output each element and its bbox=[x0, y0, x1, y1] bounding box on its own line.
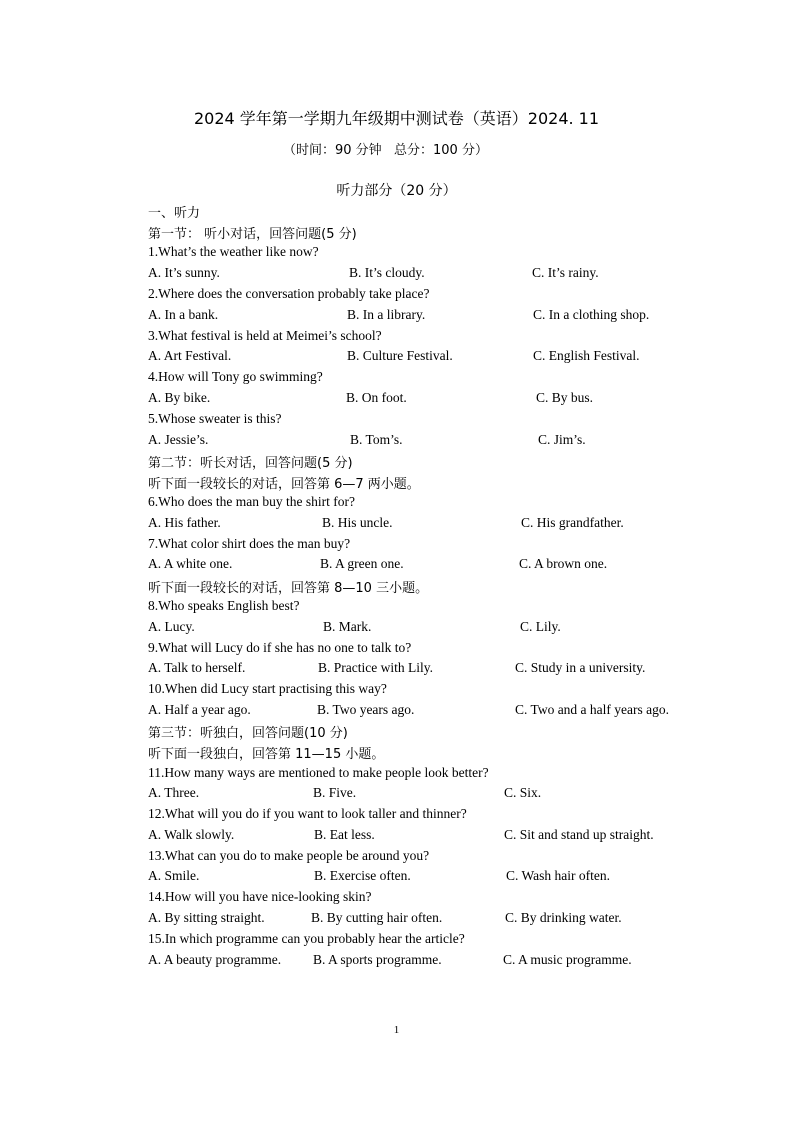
option-c: C. Wash hair often. bbox=[506, 868, 611, 883]
option-a: A. Half a year ago. bbox=[148, 702, 251, 717]
option-a: A. It’s sunny. bbox=[148, 265, 220, 280]
section-2-heading: 第二节：听长对话，回答问题(5 分) bbox=[148, 456, 353, 471]
question: 8.Who speaks English best? bbox=[148, 598, 300, 613]
page-number: 1 bbox=[393, 1024, 400, 1036]
question: 1.What’s the weather like now? bbox=[148, 244, 319, 259]
option-b: B. Practice with Lily. bbox=[318, 660, 433, 675]
option-a: A. Art Festival. bbox=[148, 348, 232, 363]
option-a: A. Three. bbox=[148, 785, 200, 800]
option-a: A. Talk to herself. bbox=[148, 660, 246, 675]
question: 10.When did Lucy start practising this way? bbox=[148, 681, 387, 696]
option-b: B. Five. bbox=[313, 785, 357, 800]
option-b: B. In a library. bbox=[347, 307, 426, 322]
option-c: C. Jim’s. bbox=[538, 432, 586, 447]
option-c: C. Two and a half years ago. bbox=[515, 702, 670, 717]
option-a: A. A white one. bbox=[148, 556, 233, 571]
question: 14.How will you have nice-looking skin? bbox=[148, 889, 372, 904]
option-b: B. His uncle. bbox=[322, 515, 393, 530]
question: 11.How many ways are mentioned to make people look better? bbox=[148, 765, 489, 780]
option-c: C. A brown one. bbox=[519, 556, 608, 571]
option-c: C. By drinking water. bbox=[505, 910, 622, 925]
option-c: C. Lily. bbox=[520, 619, 561, 634]
option-c: C. Study in a university. bbox=[515, 660, 646, 675]
option-a: A. By bike. bbox=[148, 390, 211, 405]
option-a: A. His father. bbox=[148, 515, 221, 530]
section-3-instruction: 听下面一段独白，回答第 11—15 小题。 bbox=[148, 747, 385, 762]
option-b: B. Culture Festival. bbox=[347, 348, 453, 363]
question: 2.Where does the conversation probably take place? bbox=[148, 286, 430, 301]
section-2-instruction-2: 听下面一段较长的对话，回答第 8—10 三小题。 bbox=[148, 581, 429, 596]
option-b: B. Eat less. bbox=[314, 827, 375, 842]
option-a: A. In a bank. bbox=[148, 307, 219, 322]
exam-time: （时间：90 分钟 bbox=[283, 143, 382, 158]
option-b: B. By cutting hair often. bbox=[311, 910, 443, 925]
option-b: B. Exercise often. bbox=[314, 868, 411, 883]
exam-title: 2024 学年第一学期九年级期中测试卷（英语）2024. 11 bbox=[193, 109, 600, 128]
option-a: A. Lucy. bbox=[148, 619, 195, 634]
question: 7.What color shirt does the man buy? bbox=[148, 536, 351, 551]
option-c: C. A music programme. bbox=[503, 952, 632, 967]
section-2-instruction-1: 听下面一段较长的对话，回答第 6—7 两小题。 bbox=[148, 477, 420, 492]
option-b: B. Two years ago. bbox=[317, 702, 415, 717]
option-a: A. By sitting straight. bbox=[148, 910, 265, 925]
option-a: A. Jessie’s. bbox=[148, 432, 209, 447]
option-a: A. Walk slowly. bbox=[148, 827, 235, 842]
option-a: A. A beauty programme. bbox=[148, 952, 282, 967]
option-c: C. Six. bbox=[504, 785, 542, 800]
section-1-heading: 第一节： 听小对话，回答问题(5 分) bbox=[148, 227, 357, 242]
exam-total-score: 总分：100 分） bbox=[394, 143, 488, 158]
section-3-heading: 第三节：听独白，回答问题(10 分) bbox=[148, 726, 348, 741]
option-b: B. On foot. bbox=[346, 390, 407, 405]
option-c: C. His grandfather. bbox=[521, 515, 624, 530]
question: 15.In which programme can you probably hear the article? bbox=[148, 931, 465, 946]
question: 5.Whose sweater is this? bbox=[148, 411, 282, 426]
option-c: C. In a clothing shop. bbox=[533, 307, 650, 322]
question: 3.What festival is held at Meimei’s school? bbox=[148, 328, 382, 343]
section-title: 听力部分（20 分） bbox=[336, 183, 457, 199]
option-c: C. English Festival. bbox=[533, 348, 640, 363]
option-c: C. It’s rainy. bbox=[532, 265, 599, 280]
option-b: B. Tom’s. bbox=[350, 432, 403, 447]
option-b: B. Mark. bbox=[323, 619, 372, 634]
option-b: B. It’s cloudy. bbox=[349, 265, 425, 280]
question: 9.What will Lucy do if she has no one to talk to? bbox=[148, 640, 412, 655]
part-title: 一、听力 bbox=[148, 206, 201, 221]
option-a: A. Smile. bbox=[148, 868, 200, 883]
option-b: B. A green one. bbox=[320, 556, 404, 571]
question: 13.What can you do to make people be around you? bbox=[148, 848, 430, 863]
question: 4.How will Tony go swimming? bbox=[148, 369, 323, 384]
option-b: B. A sports programme. bbox=[313, 952, 442, 967]
option-c: C. Sit and stand up straight. bbox=[504, 827, 654, 842]
option-c: C. By bus. bbox=[536, 390, 594, 405]
question: 6.Who does the man buy the shirt for? bbox=[148, 494, 355, 509]
question: 12.What will you do if you want to look taller and thinner? bbox=[148, 806, 467, 821]
